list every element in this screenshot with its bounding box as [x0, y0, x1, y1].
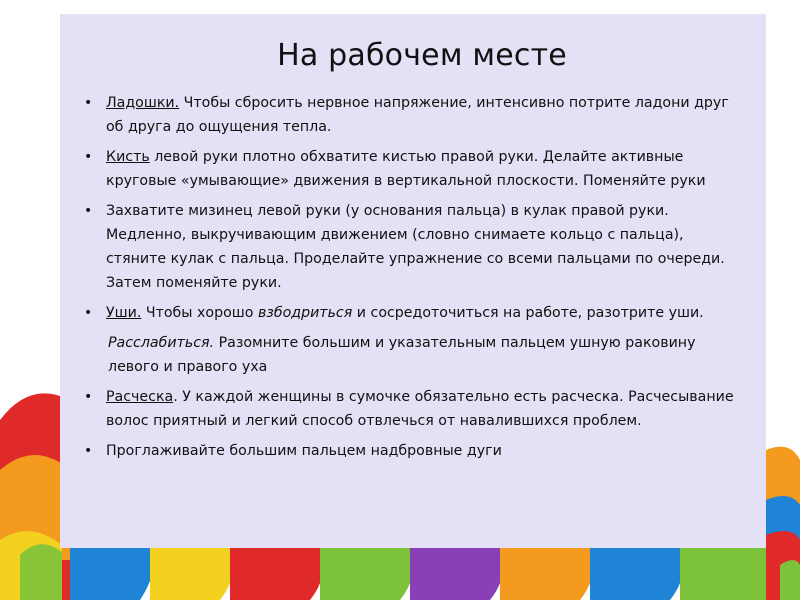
- puzzle-piece-green-bottom-2: [680, 548, 766, 600]
- puzzle-piece-green-bottom: [320, 548, 413, 600]
- tip-item: [84, 199, 738, 295]
- puzzle-piece-red-bottom: [230, 548, 323, 600]
- tip-text: Разомните большим и указательным пальцем ушную раковину левого и правого уха: [108, 335, 696, 375]
- tip-lead: Расческа: [106, 389, 174, 405]
- tip-text: Чтобы хорошо: [141, 305, 258, 321]
- tip-item: [106, 331, 738, 379]
- puzzle-piece-blue-bottom-2: [590, 548, 683, 600]
- tip-lead: Ладошки.: [106, 95, 180, 111]
- bullet-icon: •: [84, 203, 93, 219]
- tip-item: [84, 385, 738, 433]
- tips-list: [84, 91, 738, 463]
- tip-text: Чтобы сбросить нервное напряжение, интенсивно потрите ладони друг об друга до ощущения тепла.: [106, 95, 729, 135]
- puzzle-piece-green-right: [780, 560, 800, 600]
- bullet-icon: •: [84, 389, 93, 405]
- content-card: [60, 14, 766, 548]
- puzzle-piece-yellow-bottom: [150, 548, 233, 600]
- tip-text: и сосредоточиться на работе, разотрите уши.: [352, 305, 704, 321]
- tip-item: [84, 301, 738, 325]
- tip-italic: Расслабиться.: [108, 335, 215, 351]
- bullet-icon: •: [84, 305, 93, 321]
- tip-italic: взбодриться: [257, 305, 353, 321]
- tip-text: левой руки плотно обхватите кистью правой руки. Делайте активные круговые «умывающие» движения в вертикальной плоскости. Поменяйте руки: [106, 149, 706, 189]
- bullet-icon: •: [84, 149, 93, 165]
- tip-lead: Кисть: [106, 149, 150, 165]
- tip-text: Проглаживайте большим пальцем надбровные дуги: [106, 443, 502, 459]
- tip-item: [84, 439, 738, 463]
- puzzle-piece-blue-bottom: [70, 548, 153, 600]
- tip-item: [84, 91, 738, 139]
- puzzle-piece-green-left: [20, 544, 62, 600]
- tip-item: [84, 145, 738, 193]
- tip-text: Захватите мизинец левой руки (у основания пальца) в кулак правой руки. Медленно, выкручивающим движением (словно снимаете кольцо с пальца), стяните кулак с пальца. Проделайте упражнение со всеми пальцами по очереди. Затем поменяйте руки.: [106, 203, 725, 291]
- puzzle-piece-orange-bottom: [500, 548, 593, 600]
- slide-title: На рабочем месте: [277, 38, 567, 73]
- bullet-icon: •: [84, 95, 93, 111]
- bullet-icon: •: [84, 443, 93, 459]
- tip-lead: Уши.: [106, 305, 142, 321]
- puzzle-piece-purple-bottom: [410, 548, 503, 600]
- tip-text: . У каждой женщины в сумочке обязательно есть расческа. Расчесывание волос приятный и легкий способ отвлечься от навалившихся проблем.: [106, 389, 734, 429]
